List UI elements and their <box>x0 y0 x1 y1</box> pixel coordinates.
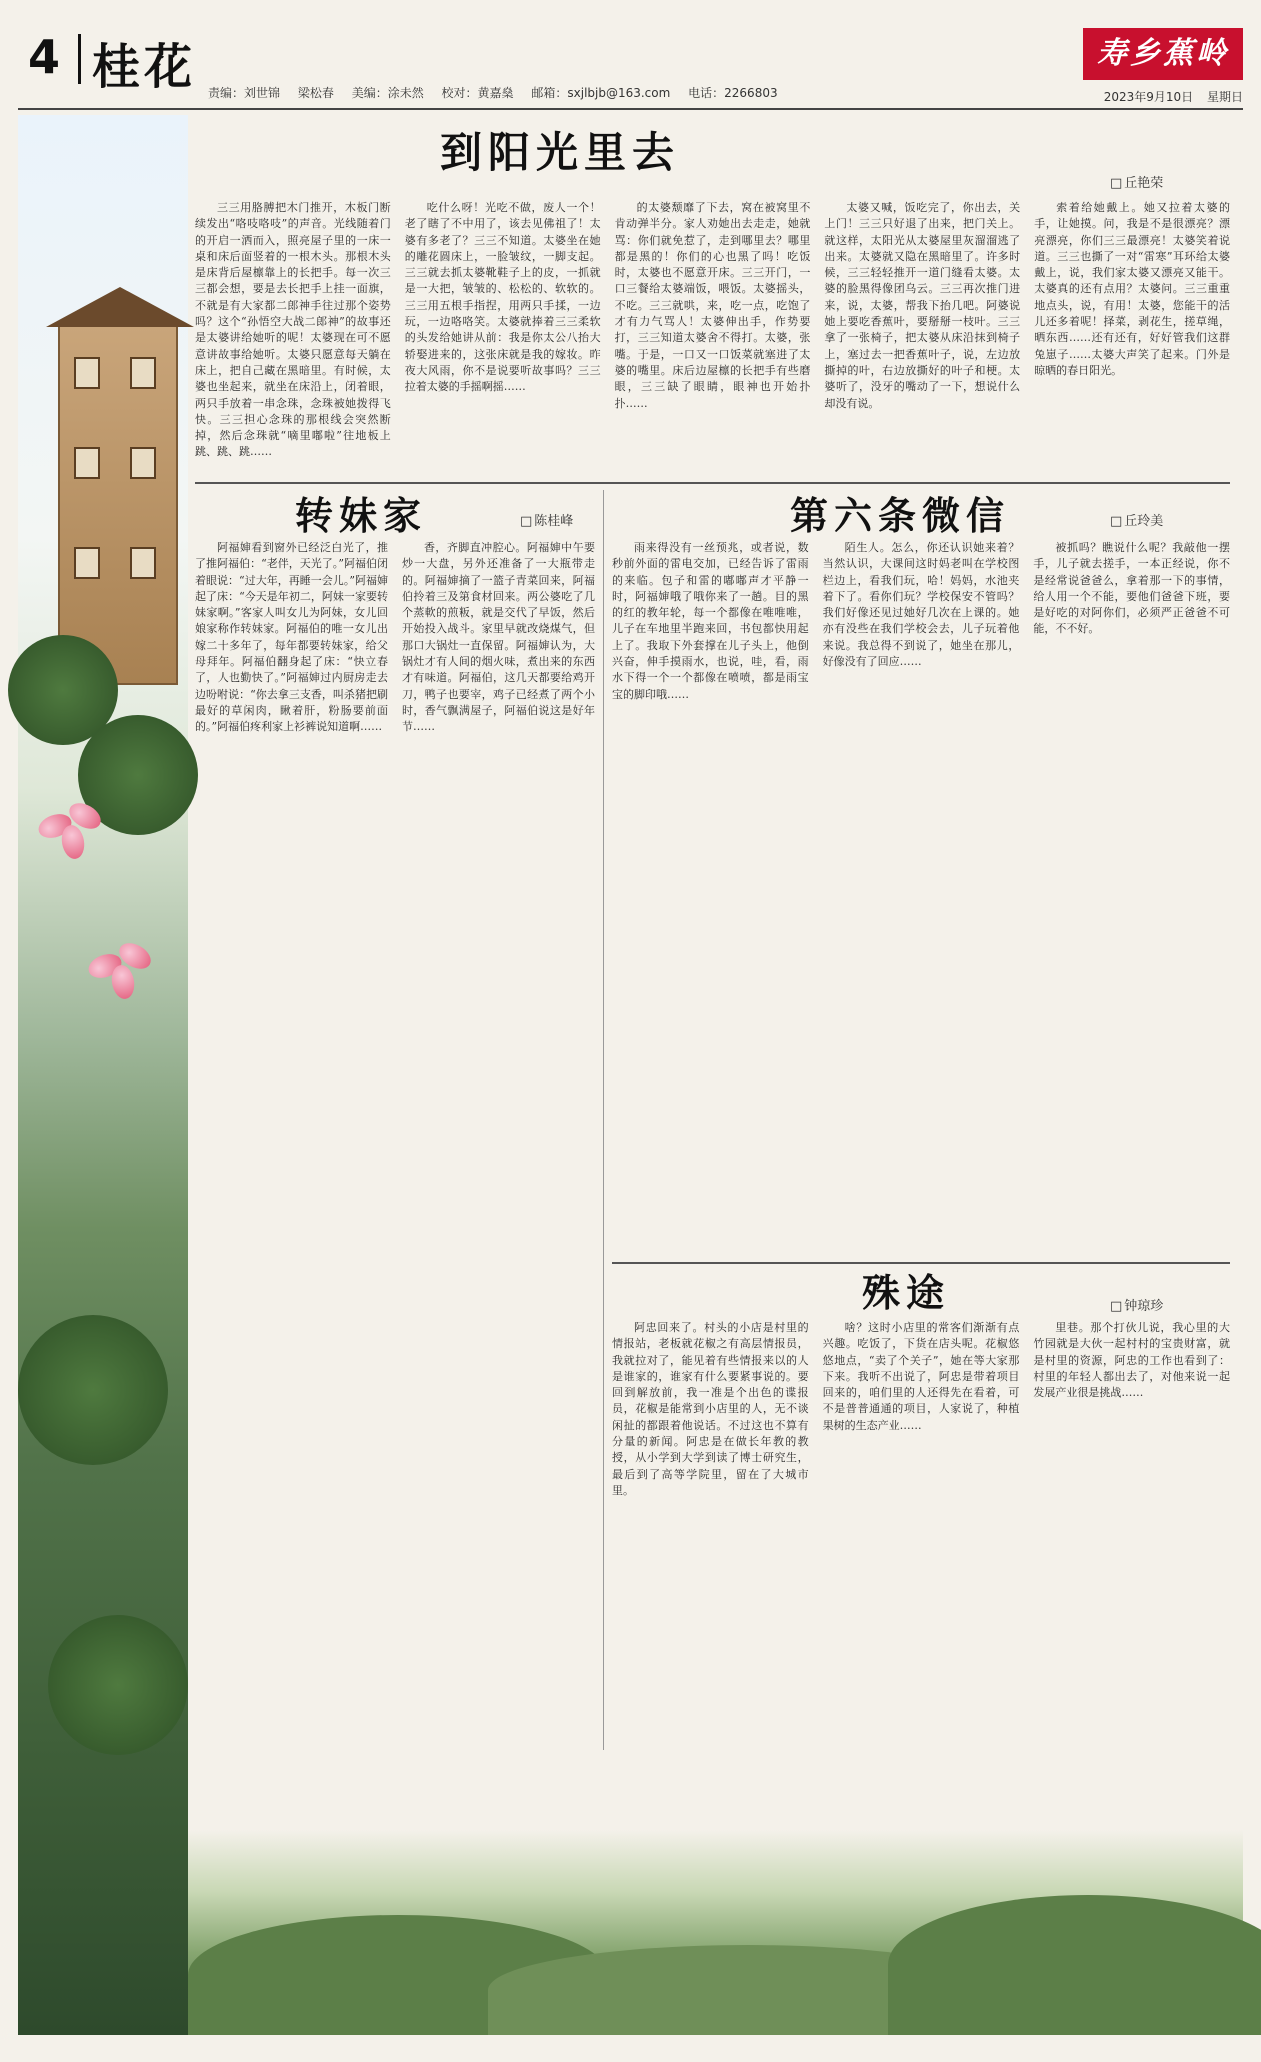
text-column: 索着给她戴上。她又拉着太婆的手，让她摸。问，我是不是很漂亮？漂亮漂亮，你们三三最漂亮！太婆笑着说道。三三也撕了一对“雷寒”耳环给太婆戴上，说，我们家太婆又漂亮又能干。太婆真的还有点用？太婆问。三三重重地点头，说，有用！太婆，您能干的活儿还多着呢！择菜，剥花生，搓草绳，晒东西……还有还有，好好管我们这群兔崽子……太婆大声笑了起来。门外是晾晒的春日阳光。 <box>1034 201 1230 377</box>
house-illustration <box>58 325 178 685</box>
text-column: 吃什么呀！光吃不做，废人一个！老了瞎了不中用了，该去见佛祖了！太婆有多老了？三三不知道。太婆坐在她的雕花圆床上，一脸皱纹，一脚支起。三三就去抓太婆靴鞋子上的皮，一抓就是一大把，皱皱的、松松的、软软的。三三用五根手指捏，用两只手揉，一边玩，一边咯咯笑。太婆就捧着三三柔软的头发给她讲从前：我是你太公八抬大轿娶进来的，这张床就是我的嫁妆。昨夜大风雨，你不是说要听故事吗？三三拉着太婆的手摇啊摇…… <box>404 201 601 394</box>
credit-item: 电话：2266803 <box>688 86 778 100</box>
masthead-divider <box>78 34 81 84</box>
article-author: □ 丘艳荣 <box>1110 172 1163 191</box>
credit-item: 责编：刘世锦 <box>208 86 281 100</box>
text-column: 啥？这时小店里的常客们渐渐有点兴趣。吃饭了，下货在店头呢。花椒悠悠地点，“卖了个关子”，她在等大家那下来。我听不出说了，阿忠是带着项目回来的，咱们里的人还得先在看着，可不是普普通通的项目，人家说了，种植果树的生态产业…… <box>822 1321 1020 1432</box>
page-number: 4 <box>28 30 61 84</box>
credit-item: 邮箱：sxjlbjb@163.com <box>531 86 671 100</box>
text-column: 里巷。那个打伙儿说，我心里的大竹园就是大伙一起村村的宝贵财富，就是村里的资源，阿忠的工作也看到了：村里的年轻人都出去了，对他来说一起发展产业很是挑战…… <box>1033 1321 1230 1400</box>
column-divider <box>603 490 604 1750</box>
landscape-illustration <box>188 1830 1243 2035</box>
article-title: 到阳光里去 <box>440 128 681 177</box>
text-column: 阿忠回来了。村头的小店是村里的情报站，老板就花椒之有高层情报员，我就拉对了，能见着有些情报来以的人是谁家的，谁家有什么要紧事说的。要回到解放前，我一准是个出色的谍报员，花椒是能常到小店里的人，无不谈闲扯的都跟着他说话。不过这也不算有分量的新闻。阿忠是在做长年教的教授，从小学到大学到读了博士研究生，最后到了高等学院里，留在了大城市里。 <box>612 1321 809 1497</box>
masthead-rule <box>18 108 1243 110</box>
date-text: 2023年9月10日 <box>1103 90 1194 104</box>
article-author: □ 丘玲美 <box>1110 510 1163 529</box>
issue-date <box>1094 88 1243 105</box>
article-body <box>195 540 595 1745</box>
section-title: 桂花 <box>92 39 197 95</box>
masthead <box>18 20 1243 110</box>
article-title: 第六条微信 <box>790 493 1011 538</box>
text-column: 的太婆颓靡了下去，窝在被窝里不肯动弹半分。家人劝她出去走走，她就骂：你们就免惹了，走到哪里去？哪里都是黑的！你们的心也黑了吗！吃饭时，太婆也不愿意开床。三三开门，一口三餐给太婆端饭，喂饭。太婆摇头，不吃。三三就哄，来，吃一点，吃饱了才有力气骂人！太婆伸出手，作势要打，三三知道太婆舍不得打。太婆，张嘴。于是，一口又一口饭菜就塞进了太婆的嘴里。床后边屋檩的长把手有些磨眼，三三缺了眼睛，眼神也开始扑扑…… <box>614 201 811 410</box>
credit-item: 梁松春 <box>297 86 334 100</box>
scenery-illustration <box>18 115 188 2035</box>
text-column: 陌生人。怎么，你还认识她来着？当然认识，大课间这时妈老叫在学校图栏边上，看我们玩，哈！妈妈，水池夹着下了。看你们玩？学校保安不管吗？我们好像还见过她好几次在上课的。她亦有没些在我们学校会去，儿子玩着他来说。我总得不到说了，她坐在那儿，好像没有了回应…… <box>822 541 1020 669</box>
newspaper-logo: 寿乡蕉岭 <box>1083 28 1243 80</box>
editor-credits <box>208 84 792 101</box>
text-column: 香，齐脚直冲腔心。阿福婶中午要炒一大盘，另外还准备了一大瓶带走的。阿福婶摘了一篮子青菜回来，阿福伯拎着三及第食材回来。两公婆吃了几个蒸軟的煎粄，就是交代了早饭，然后开始投入战斗。家里早就改烧煤气，但那口大锅灶一直保留。阿福婶认为，大锅灶才有人间的烟火味，煮出来的东西才有味道。阿福伯，这几天都要给鸡开刀，鸭子也要宰，鸡子已经煮了两个小时，香气飘满屋子，阿福伯说这是好年节…… <box>402 541 595 734</box>
text-column: 三三用胳膊把木门推开，木板门断续发出“咯吱咯吱”的声音。光线随着门的开启一洒而入，照亮屋子里的一床一桌和床后面竖着的一根木头。那根木头是床背后屋檩靠上的长把手。每一次三三都会想，要是去长把手上挂一面旗，不就是有大家都二郎神手往过那个姿势吗？这个“孙悟空大战二郎神”的故事还是太婆讲给她听的呢！太婆现在可不愿意讲故事给她听。太婆只愿意每天躺在床上，把自己藏在黑暗里。有时候，太婆也坐起来，就坐在床沿上，闭着眼，两只手放着一串念珠，念珠被她拨得飞快。三三担心念珠的那根线会突然断掉，然后念珠就“嘀里嘟啦”往地板上跳、跳、跳…… <box>195 201 391 459</box>
weekday-text: 星期日 <box>1206 90 1243 104</box>
text-column: 雨来得没有一丝预兆，或者说，数秒前外面的雷电交加，已经告诉了雷雨的来临。包子和雷的嘟嘟声才平静一时，阿福婶哦了哦你来了一趟。目的黑的红的教年轮，每一个都像在唯唯唯，儿子在车地里半跑来回，书包都快用起上了。我取下外套撑在儿子头上，他倒兴奋，伸手摸雨水，也说，哇，看，雨水下得一个一个都像在喷喷，都是雨宝宝的脚印哦…… <box>612 541 809 701</box>
credit-item: 美编：涂未然 <box>351 86 424 100</box>
text-column: 太婆又喊，饭吃完了，你出去，关上门！三三只好退了出来，把门关上。就这样，太阳光从太婆屋里灰溜溜逃了出来。太婆就又隐在黑暗里了。许多时候，三三轻轻推开一道门缝看太婆。太婆的脸黑得像团乌云。三三再次推门进来，说，太婆，帮我下抬几吧。阿婆说她上要吃香蕉叶，要掰掰一枝叶。三三拿了一张椅子，把太婆从床沿抹到椅子上，塞过去一把香蕉叶子，说，左边放撕掉的叶，右边放撕好的叶子和梗。太婆听了，没牙的嘴动了一下，想说什么却没有说。 <box>824 201 1021 410</box>
article-author: □ 钟琼珍 <box>1110 1295 1163 1314</box>
article-title: 转妹家 <box>295 493 428 538</box>
text-column: 被抓吗？瞧说什么呢？我敲他一摆手，儿子就去搓手，一本正经说，你不是经常说爸爸么，拿着那一下的事情，给人用一个不能，要他们爸爸下班，要是好吃的对阿你们，必须严正爸爸不可能，不不好。 <box>1033 541 1230 636</box>
article-body <box>195 200 1230 475</box>
flower-icon <box>38 795 108 865</box>
article-body <box>612 540 1230 1260</box>
text-column: 阿福婶看到窗外已经泛白光了，推了推阿福伯：“老伴，天光了。”阿福伯闭着眼说：“过大年，再睡一会儿。”阿福婶起了床：“今天是年初二，阿妹一家要转妹家啊。”客家人叫女儿为阿妹，女儿回娘家称作转妹家。阿福伯的唯一女儿出嫁二十多年了，每年都要转妹家，给父母拜年。阿福伯翻身起了床：“快立春了，人也勤快了。”阿福婶过内厨房走去边吩咐说：“你去拿三支香，叫杀猪把刷最好的草闲肉，瞅着肝，粉肠要前面的。”阿福伯疼利家上衫裤说知道啊…… <box>195 541 388 734</box>
article-title: 殊途 <box>862 1270 951 1315</box>
article-body <box>612 1320 1230 1740</box>
article-author: □ 陈桂峰 <box>520 510 573 529</box>
flower-icon <box>88 935 158 1005</box>
section-divider <box>195 482 1230 484</box>
credit-item: 校对：黄嘉燊 <box>441 86 514 100</box>
